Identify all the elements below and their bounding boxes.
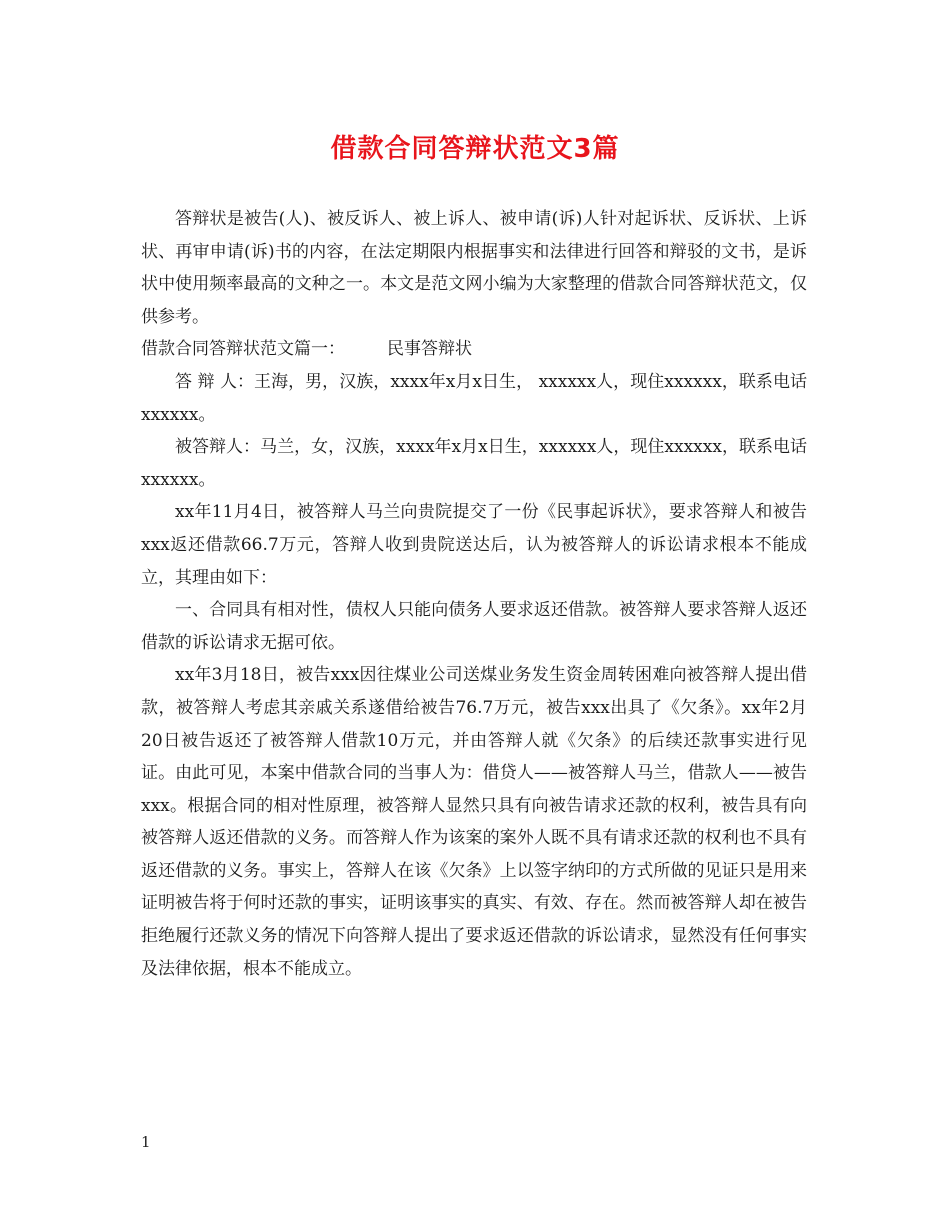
- petitioner-paragraph: 被答辩人：马兰，女，汉族，xxxx年x月x日生，xxxxxx人，现住xxxxxx，联系电话xxxxxx。: [141, 437, 807, 490]
- page-number: 1: [141, 1133, 151, 1151]
- facts-paragraph: xx年3月18日，被告xxx因往煤业公司送煤业务发生资金周转困难向被答辩人提出借款，被答辩人考虑其亲戚关系遂借给被告76.7万元，被告xxx出具了《欠条》。xx年2月20日被告返还了被答辩人借款10万元，并由答辩人就《欠条》的后续还款事实进行见证。由此可见，本案中借款合同的当事人为：借贷人——被答辩人马兰，借款人——被告xxx。根据合同的相对性原理，被答辩人显然只具有向被告请求还款的权利，被告具有向被答辩人返还借款的义务。而答辩人作为该案的案外人既不具有请求还款的权利也不具有返还借款的义务。事实上，答辩人在该《欠条》上以签字纳印的方式所做的见证只是用来证明被告将于何时还款的事实，证明该事实的真实、有效、存在。然而被答辩人却在被告拒绝履行还款义务的情况下向答辩人提出了要求返还借款的诉讼请求，显然没有任何事实及法律依据，根本不能成立。: [141, 665, 807, 979]
- section-heading: [141, 333, 807, 366]
- document-title: 借款合同答辩状范文3篇: [330, 134, 620, 164]
- point-one-paragraph: 一、合同具有相对性，债权人只能向债务人要求返还借款。被答辩人要求答辩人返还借款的诉讼请求无据可依。: [141, 600, 807, 653]
- intro-paragraph: 答辩状是被告(人)、被反诉人、被上诉人、被申请(诉)人针对起诉状、反诉状、上诉状、再审申请(诉)书的内容，在法定期限内根据事实和法律进行回答和辩驳的文书，是诉状中使用频率最高的文种之一。本文是范文网小编为大家整理的借款合同答辩状范文，仅供参考。: [141, 209, 807, 327]
- document-body: [141, 203, 807, 985]
- respondent-paragraph: 答 辩 人：王海，男，汉族，xxxx年x月x日生， xxxxxx人，现住xxxxxx，联系电话xxxxxx。: [141, 371, 807, 425]
- section-subtitle: 民事答辩状: [387, 339, 472, 360]
- case-paragraph: xx年11月4日，被答辩人马兰向贵院提交了一份《民事起诉状》，要求答辩人和被告xxx返还借款66.7万元，答辩人收到贵院送达后，认为被答辩人的诉讼请求根本不能成立，其理由如下：: [141, 502, 807, 588]
- section-label: 借款合同答辩状范文篇一：: [141, 339, 345, 360]
